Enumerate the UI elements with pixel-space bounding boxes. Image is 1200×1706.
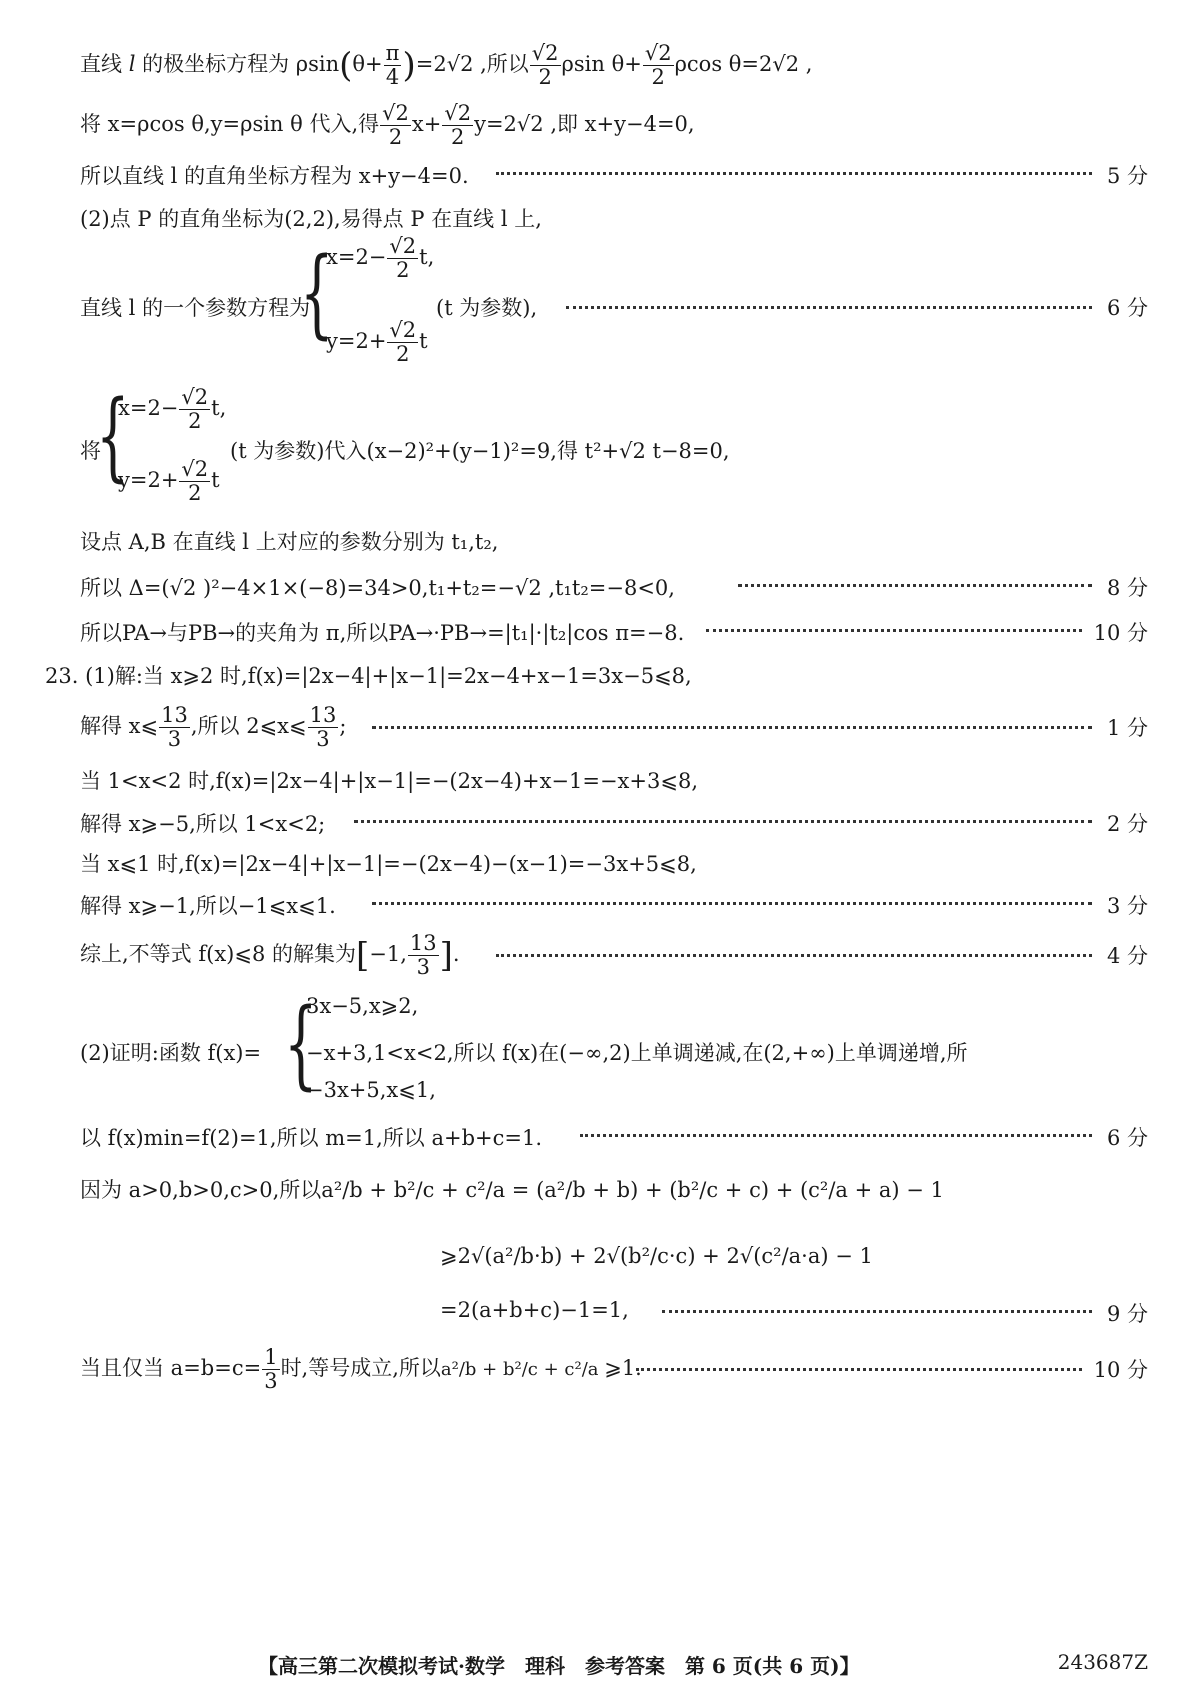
text: ⩾2√(a²/b·b) + 2√(b²/c·c) + 2√(c²/a·a) − 1	[440, 1244, 873, 1268]
leader-dots	[662, 1310, 1092, 1313]
text: t,	[419, 245, 435, 270]
answer-page: 直线 l 的极坐标方程为 ρsin(θ+ $\frac{\pi}{4}$ )=2√2 ,所以 $\frac{√2}{2}$ ρsin θ+ $\frac{√2}{2}$ ρcos θ=2√2 , 将 x=ρcos θ,y=ρsin θ 代入,得 $\frac{√2}{2}$ x+ $\frac{√2}{2}$ y=2√2 ,即 x+y−4=0, 所以直线 l 的直角坐标方程为 x+y−4=0. 5 分 (2)点 P 的直角坐标为(2,2),易得点 P 在直线 l 上, 直线 l 的一个参数方程为 { x=2− $\frac{√2}{2}$ t, y=2+ $\frac{√2}{2}$ t (t 为参数), 6 分 将 { x=2− $\frac{√2}{2}$ t, y=2+ $\frac{√2}{2}$ t (t 为参数)代入(x−2)²+(y−1)²=9,得 t²+√2 t−8=0, 设点 A,B 在直线 l 上对应的参数分别为 t₁,t₂, 所以 Δ=(√2 )²−4×1×(−8)=34>0,t₁+t₂=−√2 ,t₁t₂=−8<0, 8 分 所以PA→与PB→的夹角为 π,所以PA→·PB→=|t₁|·|t₂|cos π=−8. 10 分 23. (1)解:当 x⩾2 时,f(x)=|2x−4|+|x−1|=2x−4+x−1=3x−5⩽8, 解得 x⩽ $\frac{13}{3}$ ,所以 2⩽x⩽ $\frac{13}{3}$ ; 1 分 当 1<x<2 时,f(x)=|2x−4|+|x−1|=−(2x−4)+x−1=−x+3⩽8, 解得 x⩾−5,所以 1<x<2; 2 分 当 x⩽1 时,f(x)=|2x−4|+|x−1|=−(2x−4)−(x−1)=−3x+5⩽8, 解得 x⩾−1,所以−1⩽x⩽1. 3 分 综上,不等式 f(x)⩽8 的解集为[−1, $\frac{13}{3}$ ]. 4 分 (2)证明:函数 f(x)= { 3x−5,x⩾2, −x+3,1<x<2,所以 f(x)在(−∞,2)上单调递减,在(2,+∞)上单调递增,所 −3x+5,x⩽1, 以 f(x)min=f(2)=1,所以 m=1,所以 a+b+c=1. 6 分 因为 a>0,b>0,c>0,所以a²/b + b²/c + c²/a = (a²/b + b) + (b²/c + c) + (c²/a + a) − 1 ⩾2√(a²/b·b) + 2√(b²/c·c) + 2√(c²/a·a) − 1 =2(a+b+c)−1=1, 9 分 当且仅当 a=b=c= $\frac{1}{3}$ 时,等号成立,所以a²/b + b²/c + c²/a ⩾1. 10 分 【高三第二次模拟考试·数学 理科 参考答案 第 6 页(共 6 页)】 243687Z	[0, 0, 1200, 1706]
frac-num: √2	[181, 457, 209, 481]
text: 综上,不等式 f(x)⩽8 的解集为	[80, 942, 356, 967]
frac-den: 2	[396, 342, 410, 367]
frac-den: 2	[451, 125, 465, 150]
frac-num: 13	[309, 703, 337, 727]
text: 当 x⩽1 时,f(x)=|2x−4|+|x−1|=−(2x−4)−(x−1)=−3x+5⩽8,	[80, 852, 697, 876]
score-label: 2 分	[1106, 812, 1148, 836]
q23-line-11	[0, 1240, 1200, 1280]
frac-num: √2	[531, 41, 559, 65]
score-label: 5 分	[1106, 164, 1148, 188]
q22-line-8	[0, 572, 1200, 602]
score-label: 8 分	[1106, 576, 1148, 600]
text: 设点 A,B 在直线 l 上对应的参数分别为 t₁,t₂,	[80, 530, 499, 554]
text: x=2−	[326, 245, 387, 270]
q23-line-6	[0, 890, 1200, 920]
text: 解得 x⩾−1,所以−1⩽x⩽1.	[80, 894, 336, 918]
q23-line-7: 综上,不等式 f(x)⩽8 的解集为[−1, $\frac{13}{3}$ ]. 4 分	[80, 931, 1148, 980]
text: y=2+	[326, 329, 387, 354]
frac-num: √2	[181, 385, 209, 409]
text: y=2√2 ,即 x+y−4=0,	[474, 112, 695, 137]
leader-dots	[496, 172, 1092, 175]
q23-line-4	[0, 808, 1200, 838]
frac-den: 2	[188, 481, 202, 506]
leader-dots	[372, 726, 1092, 729]
frac-num: √2	[382, 101, 409, 125]
frac-num: 13	[161, 703, 188, 727]
text: t,	[211, 396, 227, 421]
text: 23. (1)解:当 x⩾2 时,f(x)=|2x−4|+|x−1|=2x−4+x−1=3x−5⩽8,	[45, 664, 692, 688]
frac-num: √2	[444, 101, 472, 125]
text: 因为 a>0,b>0,c>0,所以	[80, 1178, 322, 1202]
text: 将 x=ρcos θ,y=ρsin θ 代入,得	[80, 112, 380, 137]
text: ρcos θ=2√2 ,	[674, 52, 813, 77]
leader-dots	[706, 629, 1082, 632]
text: 直线 l 的一个参数方程为	[80, 296, 311, 320]
q22-line-3	[0, 160, 1200, 190]
text: (t 为参数),	[436, 296, 538, 320]
frac-num: √2	[644, 41, 672, 65]
text: θ+	[352, 52, 383, 77]
leader-dots	[372, 902, 1092, 905]
text: t	[211, 468, 220, 493]
text: ,所以 2⩽x⩽	[190, 714, 307, 739]
text: (2)证明:函数 f(x)=	[80, 1041, 262, 1065]
leader-dots	[354, 820, 1092, 823]
footer-title: 【高三第二次模拟考试·数学 理科 参考答案 第 6 页(共 6 页)】	[258, 1654, 860, 1678]
text: (2)点 P 的直角坐标为(2,2),易得点 P 在直线 l 上,	[80, 207, 542, 231]
frac-den: 3	[167, 727, 182, 752]
leader-dots	[738, 584, 1092, 587]
text: −3x+5,x⩽1,	[306, 1078, 436, 1102]
q23-line-5	[0, 848, 1200, 878]
text: ;	[339, 714, 347, 739]
score-label: 4 分	[1106, 944, 1148, 968]
q22-line-5	[0, 225, 1200, 375]
frac-den: 2	[538, 65, 552, 90]
score-label: 10 分	[1093, 621, 1148, 645]
text: 当且仅当 a=b=c=	[80, 1356, 262, 1381]
leader-dots	[636, 1368, 1082, 1371]
leader-dots	[566, 306, 1092, 309]
frac-den: 2	[396, 258, 410, 283]
text: −1,	[369, 942, 407, 967]
q23-line-3	[0, 765, 1200, 795]
frac-den: 2	[388, 125, 403, 150]
text: 解得 x⩽	[80, 714, 159, 739]
text: 所以PA→与PB→的夹角为 π,所以PA→·PB→=|t₁|·|t₂|cos π=−8.	[80, 621, 685, 645]
text: 将	[80, 439, 101, 463]
text: 所以 Δ=(√2 )²−4×1×(−8)=34>0,t₁+t₂=−√2 ,t₁t₂=−8<0,	[80, 576, 675, 600]
frac-den: 4	[385, 65, 400, 90]
footer-code: 243687Z	[1057, 1650, 1148, 1674]
text: ρsin θ+	[561, 52, 642, 77]
q23-line-2	[0, 700, 1200, 750]
text: .	[452, 942, 460, 967]
q23-line-13: 当且仅当 a=b=c= $\frac{1}{3}$ 时,等号成立,所以a²/b + b²/c + c²/a ⩾1. 10 分	[80, 1345, 1148, 1394]
text: 时,等号成立,所以	[280, 1356, 441, 1381]
frac-num: π	[385, 41, 400, 65]
text: x=2−	[118, 396, 179, 421]
frac-den: 2	[651, 65, 665, 90]
text: −x+3,1<x<2,所以 f(x)在(−∞,2)上单调递减,在(2,+∞)上单调递增,所	[306, 1041, 968, 1065]
frac-num: √2	[389, 318, 417, 342]
text: t	[419, 329, 428, 354]
q23-line-9	[0, 1122, 1200, 1152]
frac-num: 1	[264, 1345, 278, 1369]
text: x+	[411, 112, 442, 137]
frac-den: 3	[316, 727, 330, 752]
q23-line-10	[0, 1170, 1200, 1210]
score-label: 10 分	[1093, 1358, 1148, 1382]
text: =2(a+b+c)−1=1,	[440, 1298, 629, 1322]
q23-line-8	[0, 988, 1200, 1107]
frac-num: √2	[389, 234, 417, 258]
text: 所以直线 l 的直角坐标方程为 x+y−4=0.	[80, 164, 469, 188]
text: ⩾1.	[604, 1356, 642, 1381]
score-label: 1 分	[1106, 716, 1148, 740]
text: 当 1<x<2 时,f(x)=|2x−4|+|x−1|=−(2x−4)+x−1=−x+3⩽8,	[80, 769, 698, 793]
text: y=2+	[118, 468, 179, 493]
q22-line-6	[0, 380, 1200, 510]
score-label: 6 分	[1106, 296, 1148, 320]
frac-den: 3	[416, 955, 430, 980]
score-label: 6 分	[1106, 1126, 1148, 1150]
q23-line-1	[0, 660, 1200, 690]
text: 的极坐标方程为 ρsin	[142, 52, 340, 77]
q22-line-7	[0, 526, 1200, 556]
leader-dots	[580, 1134, 1092, 1137]
leader-dots	[496, 954, 1092, 957]
frac-num: 13	[409, 931, 437, 955]
text: l	[128, 52, 136, 77]
brace: {	[284, 988, 318, 1100]
text: (t 为参数)代入(x−2)²+(y−1)²=9,得 t²+√2 t−8=0,	[230, 439, 730, 463]
text: 解得 x⩾−5,所以 1<x<2;	[80, 812, 326, 836]
frac-den: 3	[264, 1369, 278, 1394]
q22-line-9	[0, 617, 1200, 647]
q23-line-12	[0, 1298, 1200, 1328]
text: 直线	[80, 52, 129, 77]
brace: {	[96, 380, 130, 492]
text: =2√2 ,所以	[415, 52, 529, 77]
score-label: 9 分	[1106, 1302, 1148, 1326]
text: a²/b + b²/c + c²/a = (a²/b + b) + (b²/c + c) + (c²/a + a) − 1	[321, 1178, 944, 1202]
text: 以 f(x)min=f(2)=1,所以 m=1,所以 a+b+c=1.	[80, 1126, 543, 1150]
frac-den: 2	[188, 409, 202, 434]
score-label: 3 分	[1106, 894, 1148, 918]
text: 3x−5,x⩾2,	[306, 994, 419, 1018]
brace: {	[300, 237, 334, 349]
